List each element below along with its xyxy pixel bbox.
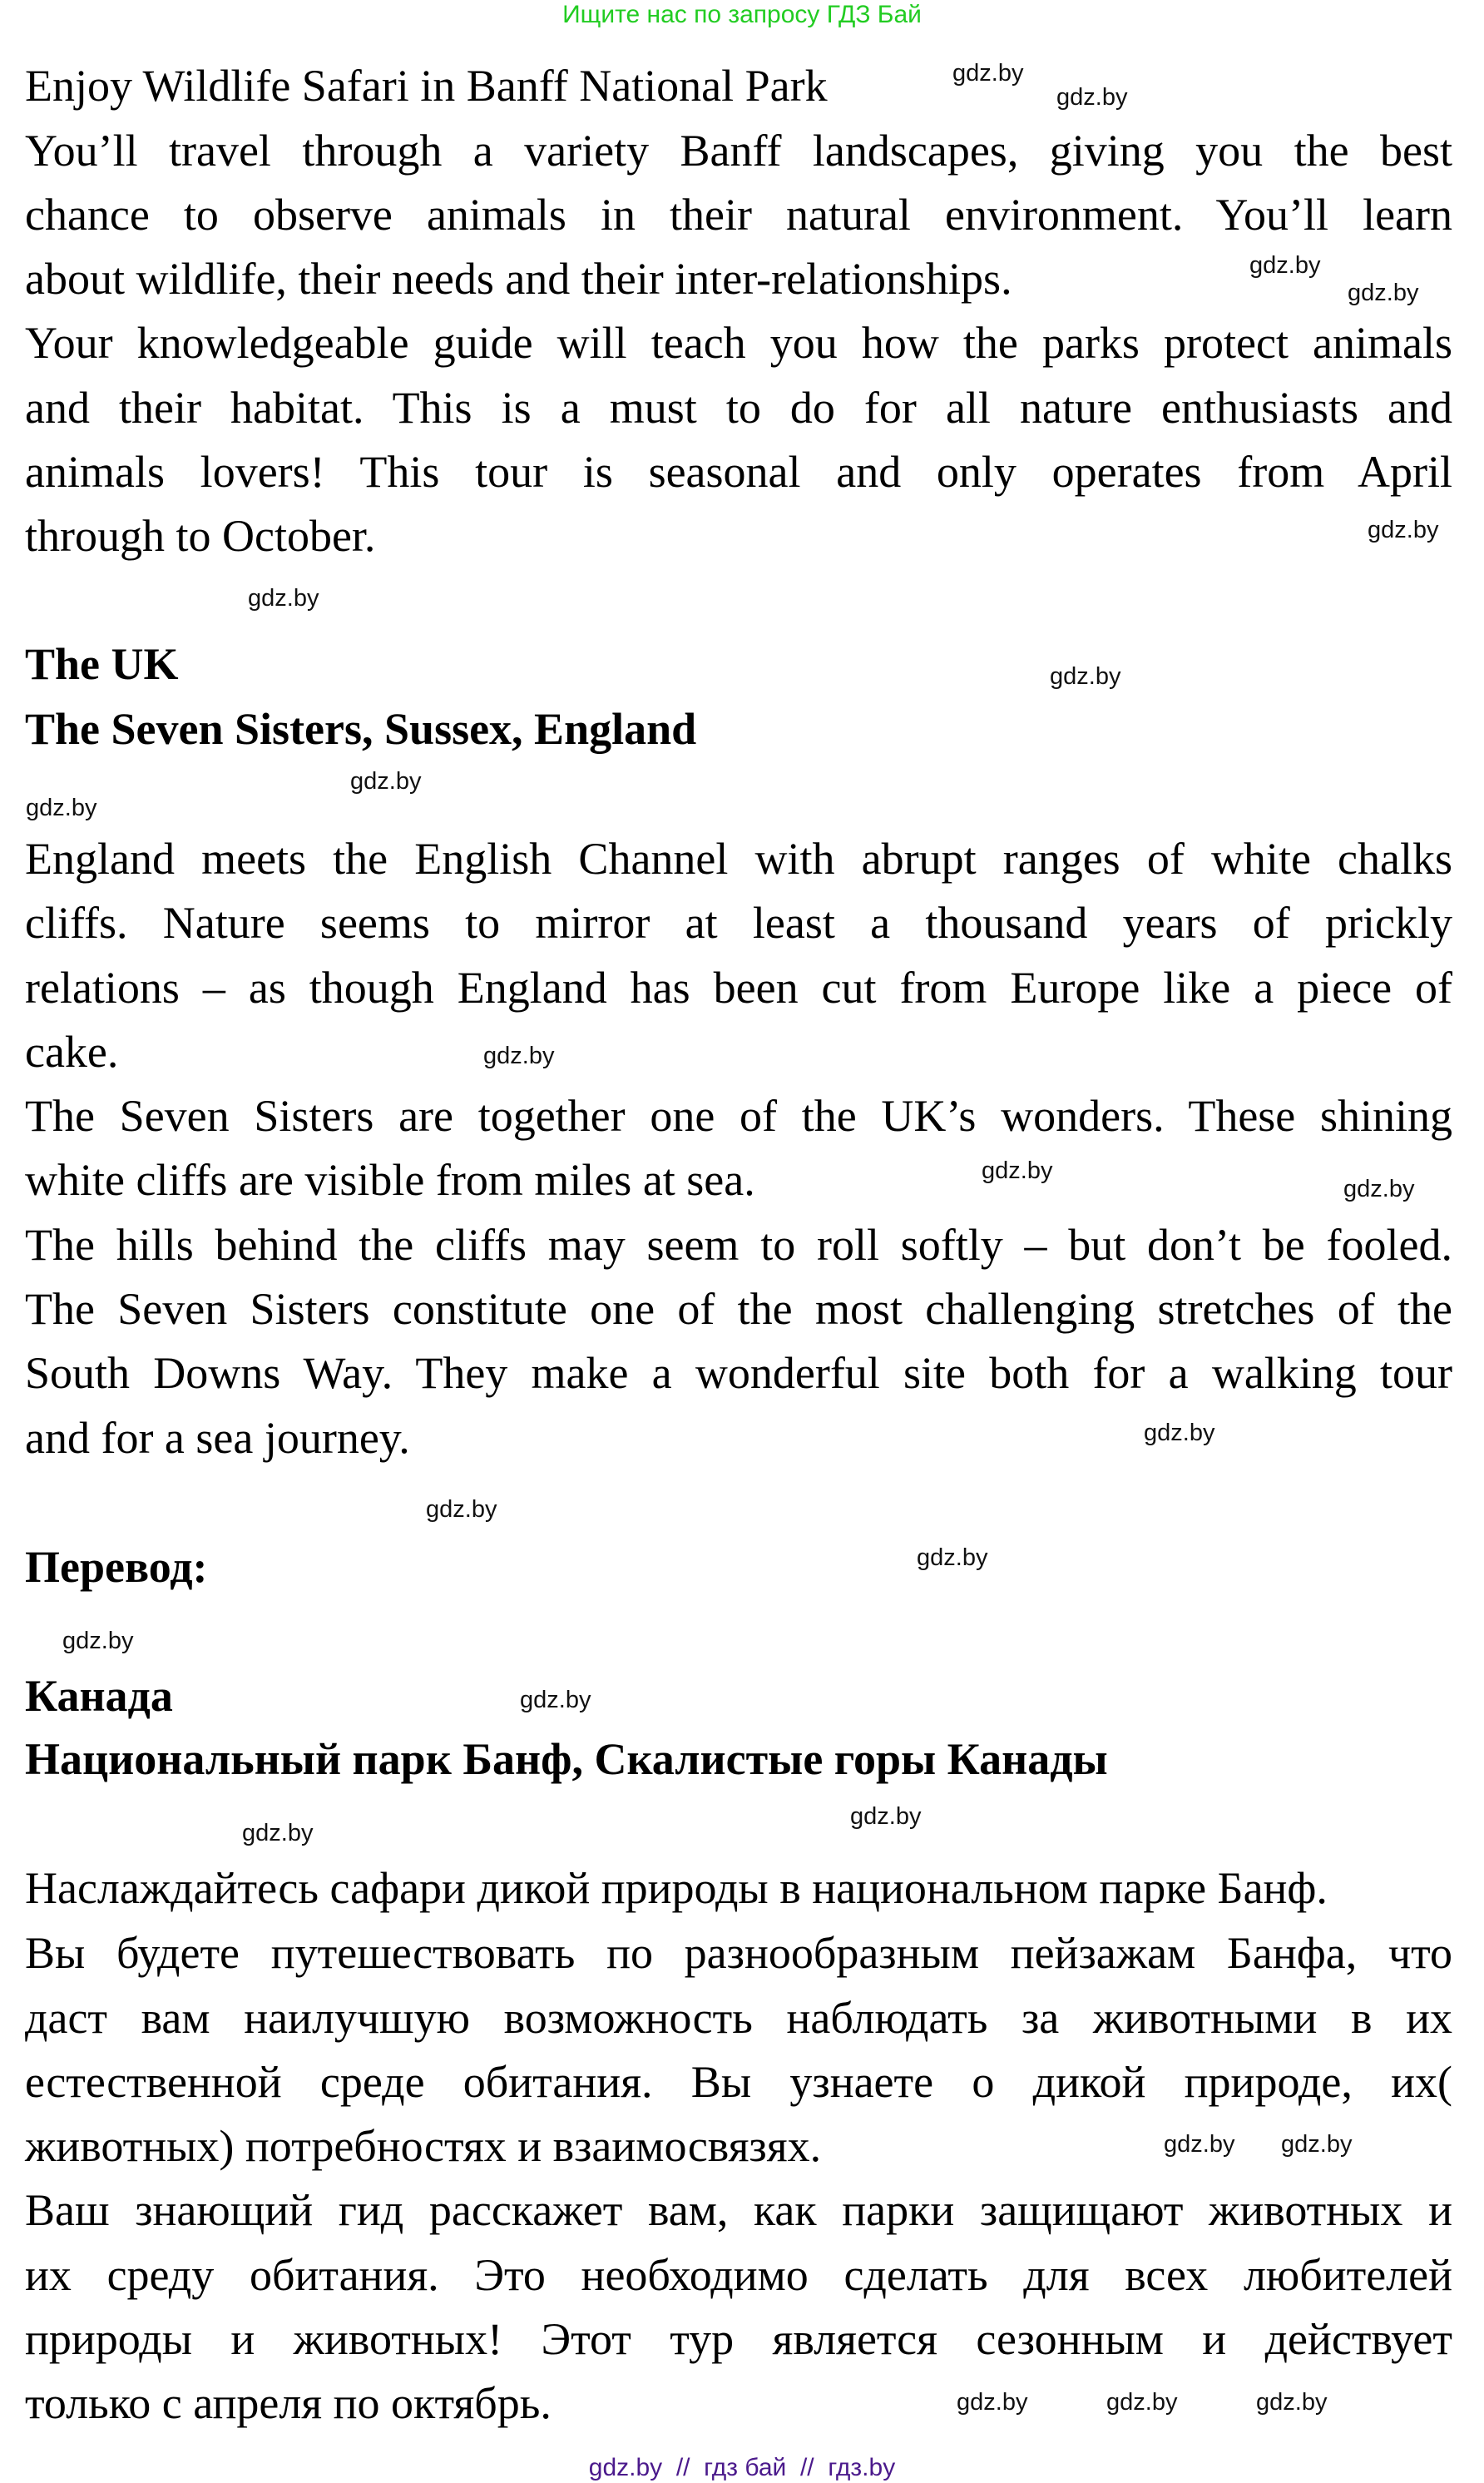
watermark: gdz.by [520,1687,591,1713]
watermark: gdz.by [242,1820,314,1846]
text-line: You’ll travel through a variety Banff landscapes, giving you the best [25,126,1452,176]
text-line: relations – as though England has been cut from Europe like a piece of [25,963,1452,1013]
watermark: gdz.by [426,1496,497,1523]
watermark: gdz.by [982,1157,1053,1184]
text-line: cake. [25,1027,119,1077]
watermark: gdz.by [952,60,1024,87]
translation-subheading: Национальный парк Банф, Скалистые горы Канады [25,1734,1108,1784]
watermark: gdz.by [248,585,319,612]
watermark: gdz.by [1050,663,1121,690]
footer-links[interactable]: gdz.by // гдз бай // гдз.by [588,2454,896,2481]
uk-heading: The UK [25,639,179,689]
watermark: gdz.by [1056,84,1128,111]
translation-heading: Перевод: [25,1542,208,1592]
text-line: их среду обитания. Это необходимо сделать для всех любителей [25,2250,1452,2300]
translation-title: Наслаждайтесь сафари дикой природы в национальном парке Банф. [25,1863,1328,1913]
watermark: gdz.by [1343,1176,1415,1202]
text-line: Вы будете путешествовать по разнообразным пейзажам Банфа, что [25,1928,1452,1978]
watermark: gdz.by [1106,2389,1178,2416]
text-line: white cliffs are visible from miles at sea. [25,1155,755,1205]
text-line: животных) потребностях и взаимосвязях. [25,2121,822,2171]
text-line: The hills behind the cliffs may seem to roll softly – but don’t be fooled. [25,1220,1452,1270]
text-line: The Seven Sisters constitute one of the most challenging stretches of the [25,1284,1452,1334]
text-line: and their habitat. This is a must to do for all nature enthusiasts and [25,383,1452,433]
watermark: gdz.by [957,2389,1028,2416]
watermark: gdz.by [917,1544,988,1571]
text-line: Ваш знающий гид расскажет вам, как парки защищают животных и [25,2185,1452,2235]
uk-subheading: The Seven Sisters, Sussex, England [25,704,697,754]
text-line: только с апреля по октябрь. [25,2378,552,2428]
text-line: about wildlife, their needs and their inter-relationships. [25,254,1012,304]
text-line: chance to observe animals in their natural environment. You’ll learn [25,190,1452,240]
text-line: South Downs Way. They make a wonderful site both for a walking tour [25,1348,1452,1398]
text-line: England meets the English Channel with abrupt ranges of white chalks [25,834,1452,884]
watermark: gdz.by [483,1043,555,1069]
watermark: gdz.by [62,1628,134,1654]
watermark: gdz.by [1348,280,1419,306]
watermark: gdz.by [1164,2131,1235,2158]
text-line: природы и животных! Этот тур является сезонным и действует [25,2314,1452,2364]
text-line: естественной среде обитания. Вы узнаете о дикой природе, их( [25,2057,1452,2107]
watermark: gdz.by [350,768,422,795]
section-title: Enjoy Wildlife Safari in Banff National Park [25,61,828,111]
watermark: gdz.by [850,1803,922,1830]
watermark: gdz.by [1368,517,1439,543]
text-line: The Seven Sisters are together one of the UK’s wonders. These shining [25,1091,1452,1141]
text-line: cliffs. Nature seems to mirror at least a thousand years of prickly [25,898,1452,948]
watermark: gdz.by [1249,252,1321,279]
watermark: gdz.by [1144,1420,1215,1446]
text-line: animals lovers! This tour is seasonal and only operates from April [25,447,1452,497]
text-line: and for a sea journey. [25,1413,410,1463]
watermark: gdz.by [1256,2389,1328,2416]
search-banner: Ищите нас по запросу ГДЗ Бай [562,1,922,28]
text-line: through to October. [25,511,376,561]
watermark: gdz.by [1281,2131,1353,2158]
text-line: Your knowledgeable guide will teach you how the parks protect animals [25,318,1452,368]
watermark: gdz.by [26,795,97,821]
translation-country: Канада [25,1671,173,1721]
text-line: даст вам наилучшую возможность наблюдать за животными в их [25,1993,1452,2043]
